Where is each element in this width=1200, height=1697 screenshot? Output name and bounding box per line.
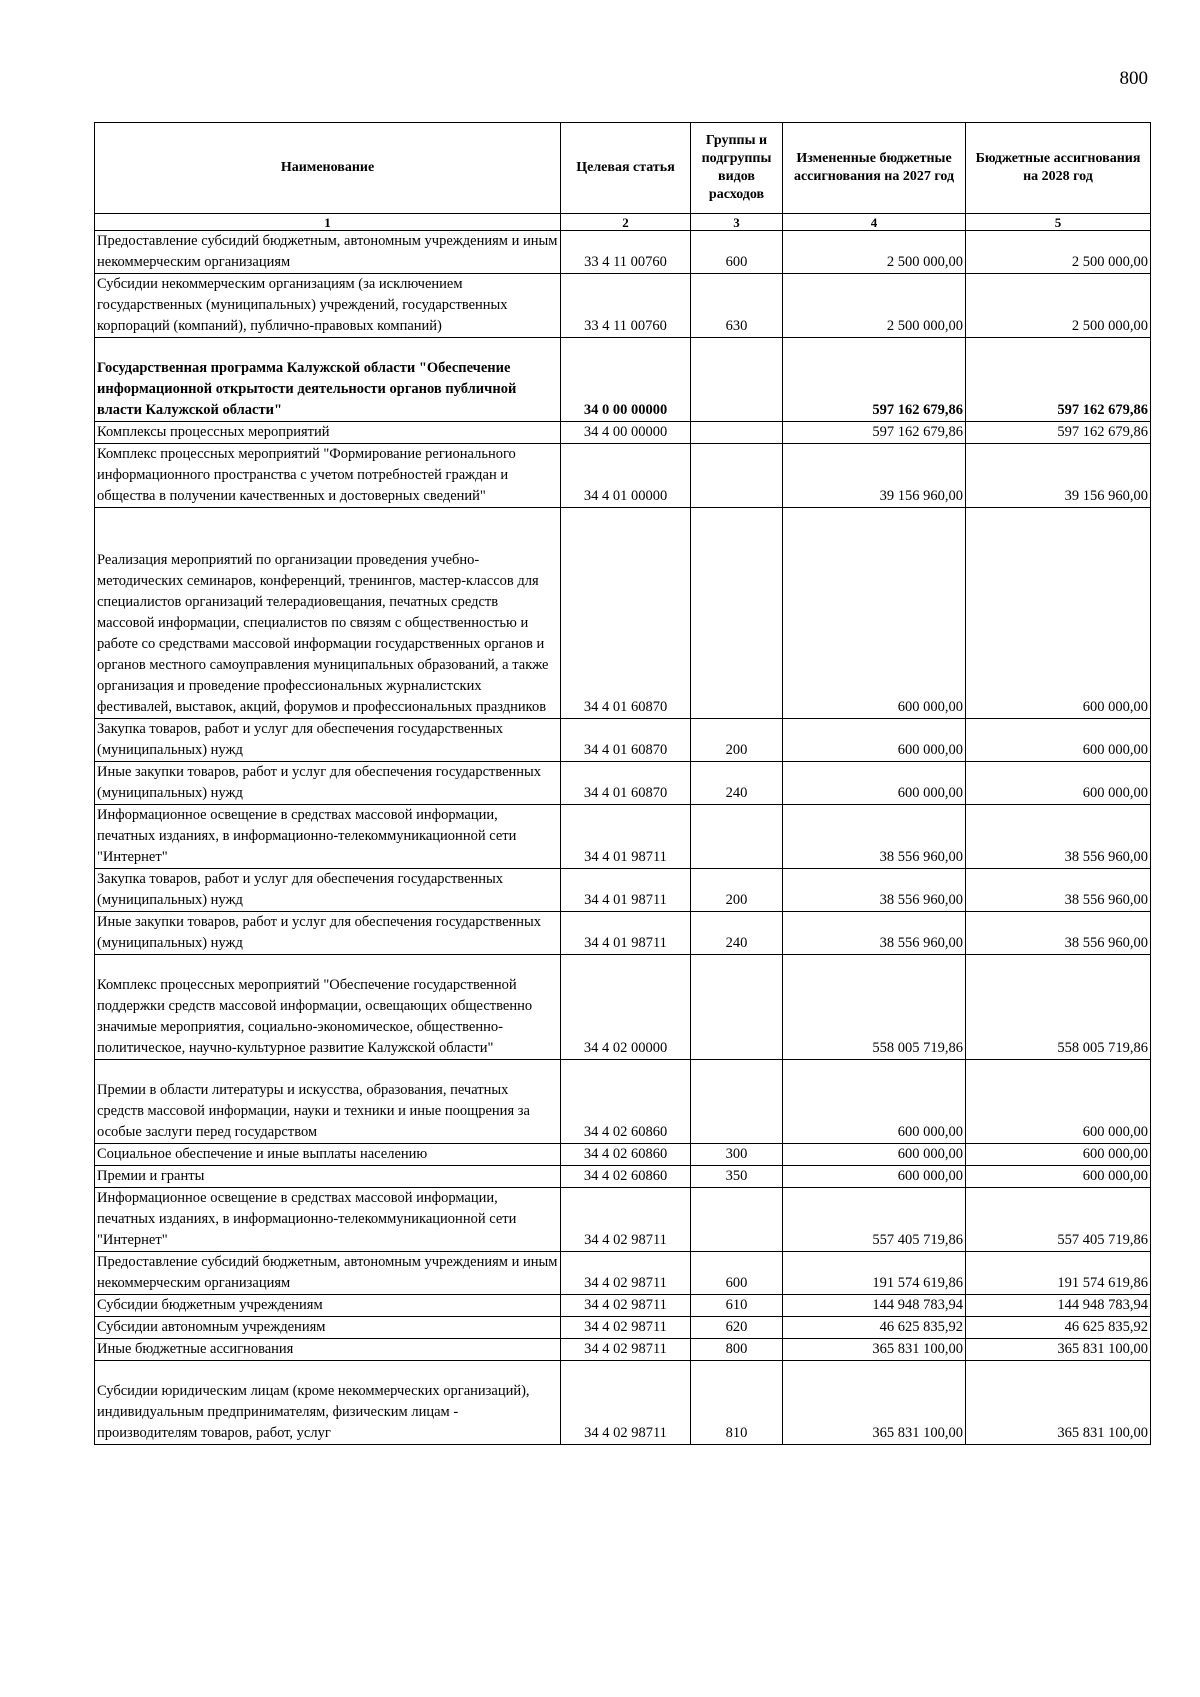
row-target-code: 34 4 01 98711 xyxy=(561,869,691,912)
row-target-code: 34 4 02 98711 xyxy=(561,1252,691,1295)
row-amount-2028: 600 000,00 xyxy=(966,719,1151,762)
table-row xyxy=(95,231,1151,274)
row-amount-2027: 597 162 679,86 xyxy=(783,422,966,444)
row-amount-2027: 38 556 960,00 xyxy=(783,869,966,912)
row-name: Комплексы процессных мероприятий xyxy=(95,422,561,444)
row-amount-2027: 2 500 000,00 xyxy=(783,231,966,274)
row-group: 810 xyxy=(691,1361,783,1445)
table-row xyxy=(95,1166,1151,1188)
row-name: Информационное освещение в средствах массовой информации, печатных изданиях, в информационно-телекоммуникационной сети "Интернет" xyxy=(95,805,561,869)
row-target-code: 34 4 01 98711 xyxy=(561,805,691,869)
row-target-code: 34 4 02 98711 xyxy=(561,1339,691,1361)
table-row xyxy=(95,805,1151,869)
row-amount-2028: 365 831 100,00 xyxy=(966,1361,1151,1445)
table-row xyxy=(95,1252,1151,1295)
table-row-program xyxy=(95,338,1151,422)
row-amount-2028: 191 574 619,86 xyxy=(966,1252,1151,1295)
row-amount-2027: 2 500 000,00 xyxy=(783,274,966,338)
row-amount-2028: 558 005 719,86 xyxy=(966,955,1151,1060)
row-target-code: 34 4 01 00000 xyxy=(561,444,691,508)
row-amount-2027: 600 000,00 xyxy=(783,508,966,719)
header-target: Целевая статья xyxy=(561,123,691,214)
table-row xyxy=(95,912,1151,955)
header-groups: Группы и подгруппы видов расходов xyxy=(691,123,783,214)
row-group xyxy=(691,1060,783,1144)
row-amount-2027: 46 625 835,92 xyxy=(783,1317,966,1339)
row-group: 800 xyxy=(691,1339,783,1361)
row-group xyxy=(691,805,783,869)
header-budget-2028: Бюджетные ассигнования на 2028 год xyxy=(966,123,1151,214)
row-amount-2028: 557 405 719,86 xyxy=(966,1188,1151,1252)
row-amount-2028: 600 000,00 xyxy=(966,762,1151,805)
row-target-code: 34 4 01 60870 xyxy=(561,719,691,762)
row-name: Иные закупки товаров, работ и услуг для обеспечения государственных (муниципальных) нужд xyxy=(95,762,561,805)
table-row xyxy=(95,1144,1151,1166)
row-amount-2027: 557 405 719,86 xyxy=(783,1188,966,1252)
table-row xyxy=(95,1060,1151,1144)
row-amount-2027: 600 000,00 xyxy=(783,1060,966,1144)
table-row xyxy=(95,508,1151,719)
column-number: 5 xyxy=(966,214,1151,231)
table-row xyxy=(95,762,1151,805)
row-group: 200 xyxy=(691,869,783,912)
column-number: 1 xyxy=(95,214,561,231)
row-target-code: 33 4 11 00760 xyxy=(561,231,691,274)
row-group: 600 xyxy=(691,231,783,274)
row-amount-2028: 46 625 835,92 xyxy=(966,1317,1151,1339)
row-amount-2028: 600 000,00 xyxy=(966,1166,1151,1188)
row-amount-2027: 365 831 100,00 xyxy=(783,1339,966,1361)
row-name: Закупка товаров, работ и услуг для обеспечения государственных (муниципальных) нужд xyxy=(95,719,561,762)
row-amount-2028: 39 156 960,00 xyxy=(966,444,1151,508)
row-amount-2027: 600 000,00 xyxy=(783,762,966,805)
table-row xyxy=(95,719,1151,762)
row-amount-2027: 600 000,00 xyxy=(783,719,966,762)
row-amount-2028: 2 500 000,00 xyxy=(966,231,1151,274)
row-amount-2027: 600 000,00 xyxy=(783,1144,966,1166)
row-target-code: 34 4 02 98711 xyxy=(561,1361,691,1445)
row-group: 600 xyxy=(691,1252,783,1295)
row-name: Премии и гранты xyxy=(95,1166,561,1188)
row-amount-2027: 191 574 619,86 xyxy=(783,1252,966,1295)
page-number: 800 xyxy=(1119,68,1148,89)
row-amount-2027: 600 000,00 xyxy=(783,1166,966,1188)
table-row xyxy=(95,1361,1151,1445)
row-group xyxy=(691,1188,783,1252)
header-amended-2027: Измененные бюджетные ассигнования на 2027 год xyxy=(783,123,966,214)
table-row xyxy=(95,1188,1151,1252)
row-amount-2028: 38 556 960,00 xyxy=(966,912,1151,955)
row-name: Субсидии автономным учреждениям xyxy=(95,1317,561,1339)
table-row xyxy=(95,1317,1151,1339)
row-group xyxy=(691,955,783,1060)
header-row xyxy=(95,123,1151,214)
row-target-code: 34 4 02 98711 xyxy=(561,1317,691,1339)
row-amount-2028: 597 162 679,86 xyxy=(966,422,1151,444)
row-group xyxy=(691,508,783,719)
row-amount-2028: 144 948 783,94 xyxy=(966,1295,1151,1317)
table-row xyxy=(95,1295,1151,1317)
row-amount-2027: 144 948 783,94 xyxy=(783,1295,966,1317)
row-name: Предоставление субсидий бюджетным, автономным учреждениям и иным некоммерческим организациям xyxy=(95,231,561,274)
row-target-code: 34 4 01 60870 xyxy=(561,762,691,805)
row-target-code: 34 4 01 98711 xyxy=(561,912,691,955)
row-amount-2028: 600 000,00 xyxy=(966,1144,1151,1166)
row-name: Социальное обеспечение и иные выплаты населению xyxy=(95,1144,561,1166)
row-group: 630 xyxy=(691,274,783,338)
column-number: 2 xyxy=(561,214,691,231)
row-group: 240 xyxy=(691,912,783,955)
row-name: Комплекс процессных мероприятий "Обеспечение государственной поддержки средств массовой информации, освещающих общественно значимые мероприятия, социально-экономическое, общественно-политическое, научно-культурное развитие Калужской области" xyxy=(95,955,561,1060)
row-target-code: 34 0 00 00000 xyxy=(561,338,691,422)
column-number: 4 xyxy=(783,214,966,231)
row-amount-2028: 2 500 000,00 xyxy=(966,274,1151,338)
row-amount-2028: 365 831 100,00 xyxy=(966,1339,1151,1361)
row-group: 240 xyxy=(691,762,783,805)
row-target-code: 34 4 02 98711 xyxy=(561,1295,691,1317)
row-name: Иные бюджетные ассигнования xyxy=(95,1339,561,1361)
table-row xyxy=(95,869,1151,912)
row-name: Реализация мероприятий по организации проведения учебно-методических семинаров, конференций, тренингов, мастер-классов для специалистов организаций телерадиовещания, печатных средств массовой информации, специалистов по связям с общественностью и работе со средствами массовой информации государственных органов и органов местного самоуправления муниципальных образований, а также организация и проведение профессиональных журналистских фестивалей, выставок, акций, форумов и профессиональных праздников xyxy=(95,508,561,719)
row-amount-2027: 39 156 960,00 xyxy=(783,444,966,508)
row-target-code: 34 4 02 00000 xyxy=(561,955,691,1060)
row-target-code: 34 4 01 60870 xyxy=(561,508,691,719)
row-target-code: 34 4 02 60860 xyxy=(561,1144,691,1166)
row-group: 300 xyxy=(691,1144,783,1166)
table-row xyxy=(95,1339,1151,1361)
column-number-row xyxy=(95,214,1151,231)
row-name: Закупка товаров, работ и услуг для обеспечения государственных (муниципальных) нужд xyxy=(95,869,561,912)
column-number: 3 xyxy=(691,214,783,231)
table-row xyxy=(95,955,1151,1060)
row-amount-2027: 597 162 679,86 xyxy=(783,338,966,422)
row-name: Премии в области литературы и искусства, образования, печатных средств массовой информации, науки и техники и иные поощрения за особые заслуги перед государством xyxy=(95,1060,561,1144)
row-amount-2028: 600 000,00 xyxy=(966,508,1151,719)
header-name: Наименование xyxy=(95,123,561,214)
table-row xyxy=(95,422,1151,444)
row-group: 350 xyxy=(691,1166,783,1188)
row-name: Субсидии юридическим лицам (кроме некоммерческих организаций), индивидуальным предпринимателям, физическим лицам - производителям товаров, работ, услуг xyxy=(95,1361,561,1445)
row-amount-2028: 600 000,00 xyxy=(966,1060,1151,1144)
row-amount-2027: 38 556 960,00 xyxy=(783,805,966,869)
row-group: 620 xyxy=(691,1317,783,1339)
row-group: 610 xyxy=(691,1295,783,1317)
row-name: Субсидии некоммерческим организациям (за исключением государственных (муниципальных) учреждений, государственных корпораций (компаний), публично-правовых компаний) xyxy=(95,274,561,338)
row-amount-2027: 558 005 719,86 xyxy=(783,955,966,1060)
budget-table xyxy=(94,122,1151,1445)
table-row xyxy=(95,274,1151,338)
row-name: Предоставление субсидий бюджетным, автономным учреждениям и иным некоммерческим организациям xyxy=(95,1252,561,1295)
row-name: Иные закупки товаров, работ и услуг для обеспечения государственных (муниципальных) нужд xyxy=(95,912,561,955)
row-target-code: 34 4 02 60860 xyxy=(561,1060,691,1144)
row-group: 200 xyxy=(691,719,783,762)
row-group xyxy=(691,422,783,444)
row-name: Субсидии бюджетным учреждениям xyxy=(95,1295,561,1317)
row-amount-2028: 38 556 960,00 xyxy=(966,805,1151,869)
row-group xyxy=(691,338,783,422)
row-name: Информационное освещение в средствах массовой информации, печатных изданиях, в информационно-телекоммуникационной сети "Интернет" xyxy=(95,1188,561,1252)
row-name: Государственная программа Калужской области "Обеспечение информационной открытости деятельности органов публичной власти Калужской области" xyxy=(95,338,561,422)
row-target-code: 34 4 00 00000 xyxy=(561,422,691,444)
table-row xyxy=(95,444,1151,508)
row-amount-2028: 38 556 960,00 xyxy=(966,869,1151,912)
row-target-code: 34 4 02 98711 xyxy=(561,1188,691,1252)
row-amount-2027: 365 831 100,00 xyxy=(783,1361,966,1445)
row-amount-2028: 597 162 679,86 xyxy=(966,338,1151,422)
row-name: Комплекс процессных мероприятий "Формирование регионального информационного пространства с учетом потребностей граждан и общества в получении качественных и достоверных сведений" xyxy=(95,444,561,508)
row-target-code: 33 4 11 00760 xyxy=(561,274,691,338)
row-target-code: 34 4 02 60860 xyxy=(561,1166,691,1188)
row-group xyxy=(691,444,783,508)
row-amount-2027: 38 556 960,00 xyxy=(783,912,966,955)
